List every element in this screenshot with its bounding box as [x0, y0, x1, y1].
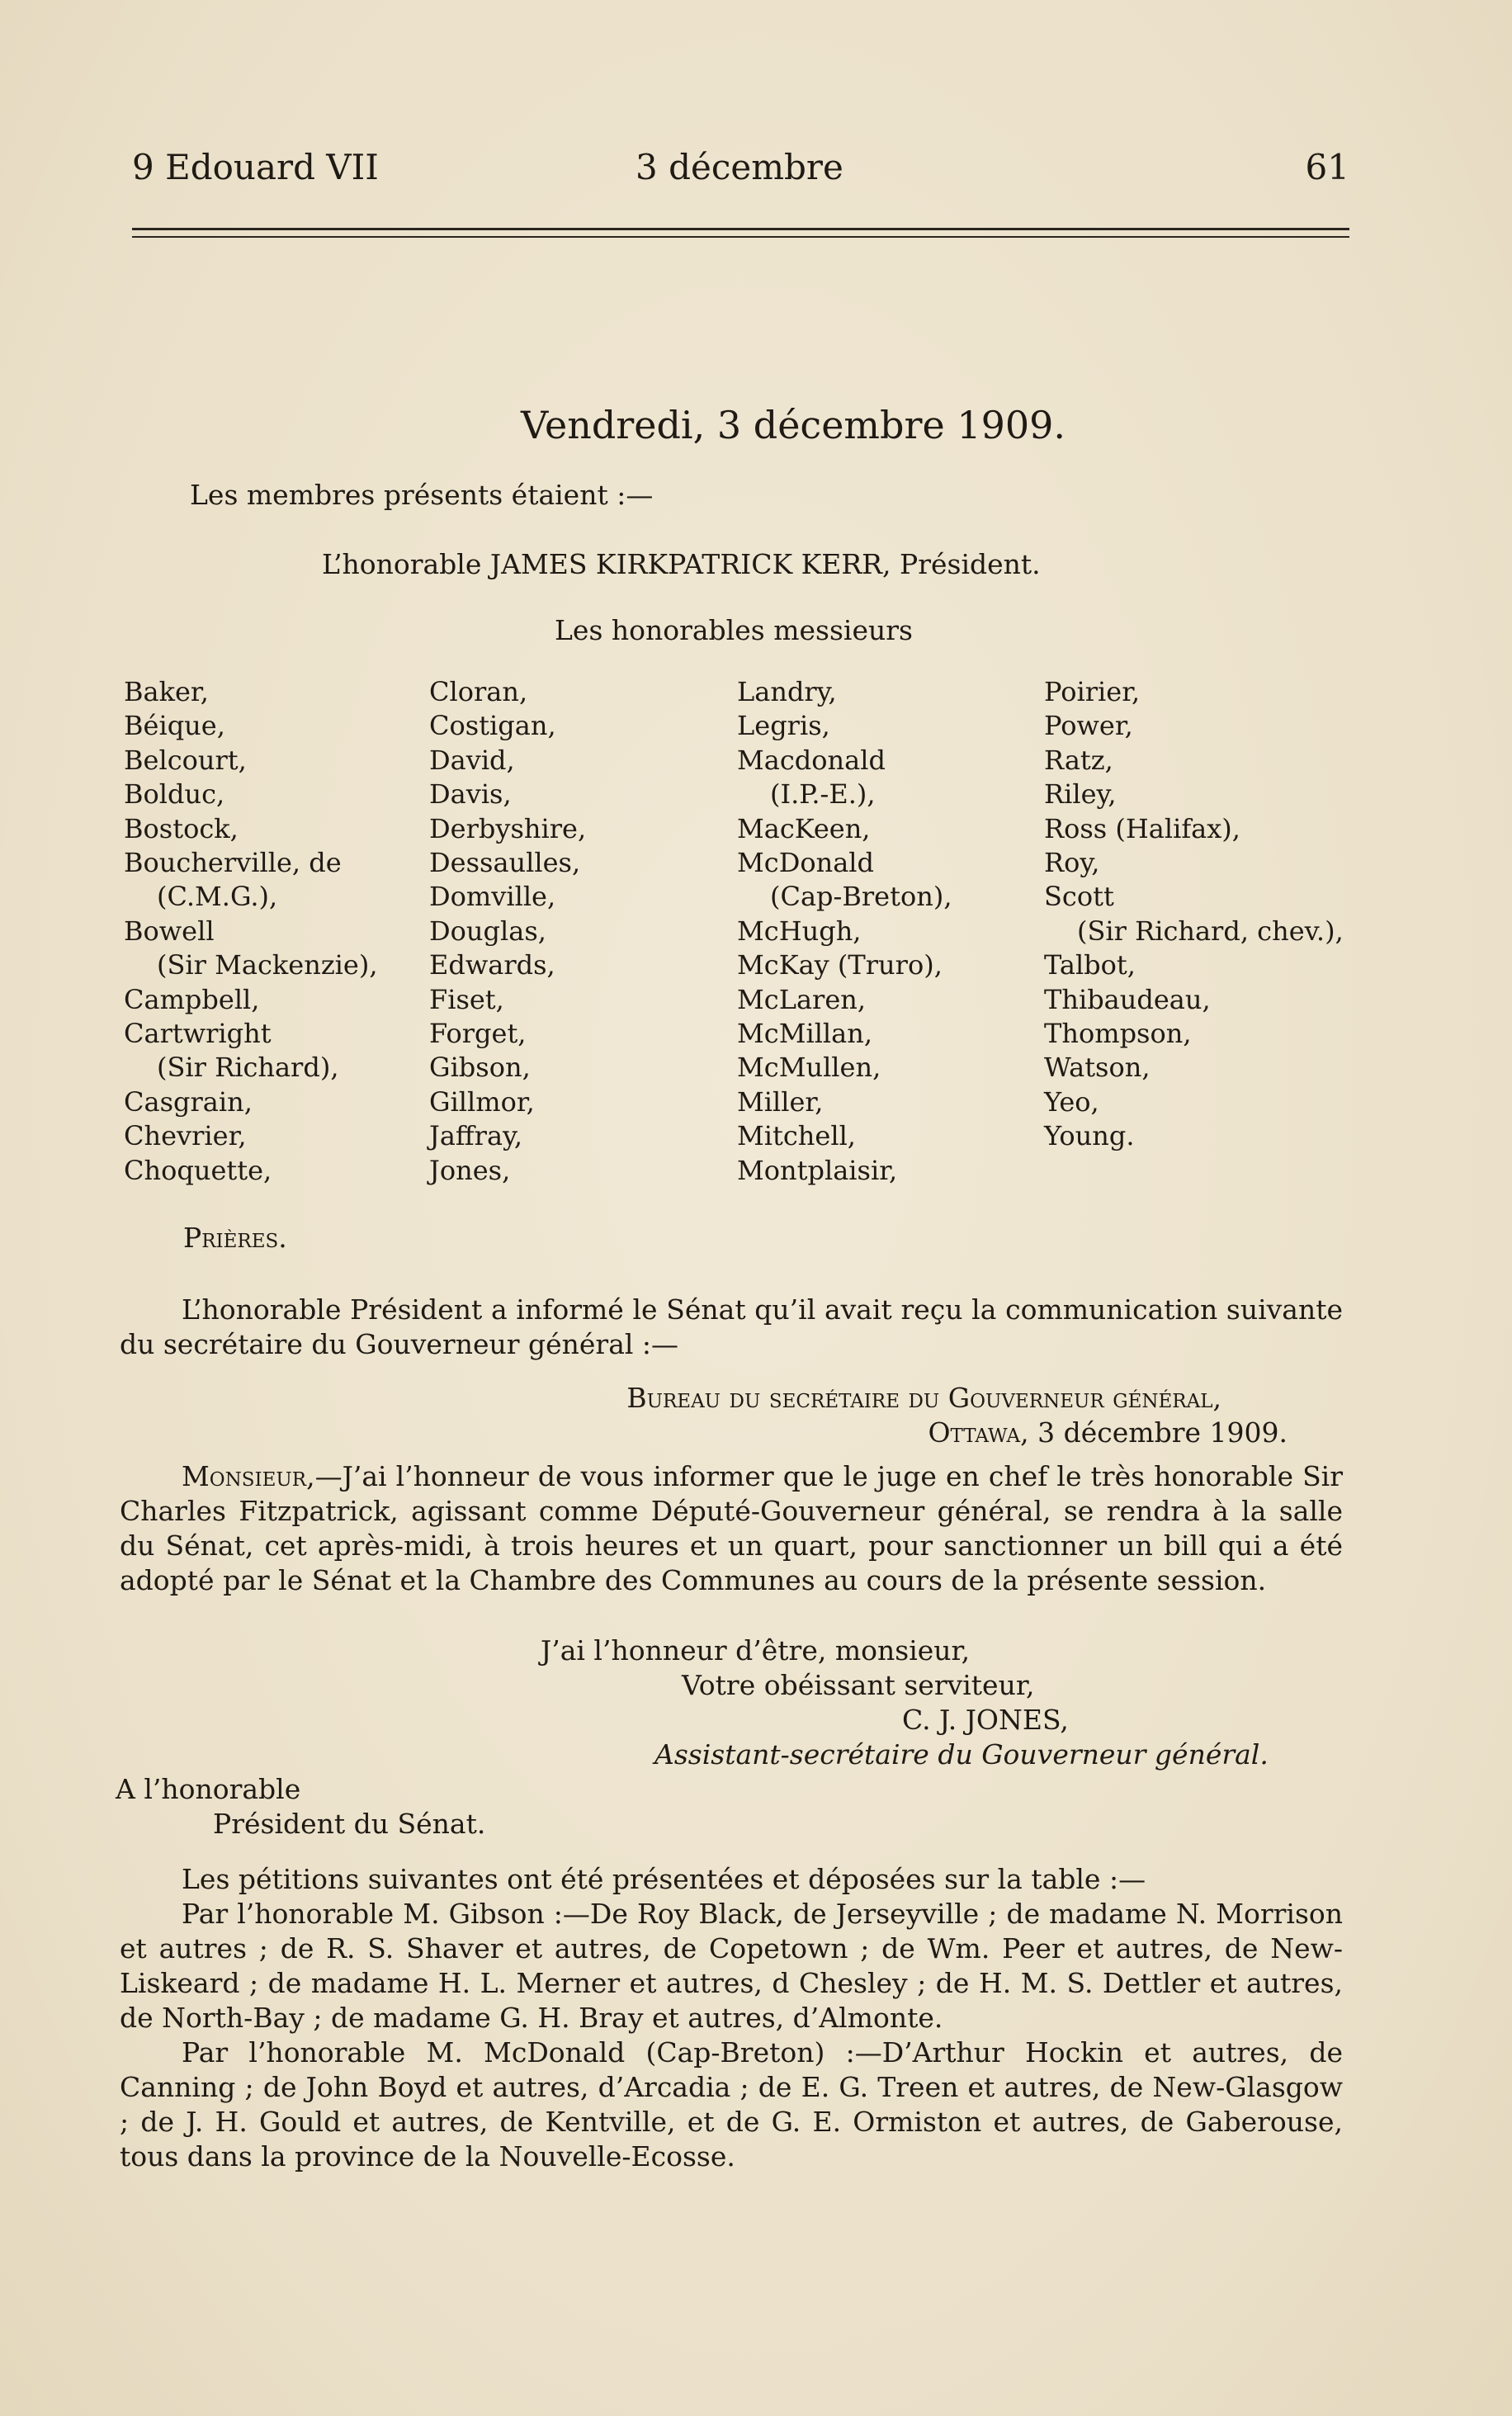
- member-name: Montplaisir,: [737, 1154, 898, 1186]
- letter-office: Bureau du secrétaire du Gouverneur général,: [626, 1382, 1221, 1414]
- member-name: Douglas,: [429, 915, 546, 947]
- member-name: Belcourt,: [124, 744, 247, 776]
- member-name: David,: [429, 744, 515, 776]
- members-column-1: [124, 675, 378, 1188]
- communication-intro: [120, 1293, 1343, 1362]
- member-name: Roy,: [1044, 847, 1100, 879]
- member-name: (Sir Richard, chev.),: [1077, 915, 1344, 947]
- member-name: Dessaulles,: [429, 847, 581, 879]
- letter-date: 3 décembre 1909.: [1037, 1416, 1288, 1449]
- member-name: McMillan,: [737, 1018, 873, 1050]
- member-name: Costigan,: [429, 710, 556, 742]
- member-name: Young.: [1044, 1120, 1135, 1152]
- letter-signature-title: Assistant-secrétaire du Gouverneur général.: [654, 1738, 1269, 1771]
- member-name: Choquette,: [124, 1154, 272, 1186]
- communication-text: L’honorable Président a informé le Sénat qu’il avait reçu la communication suivante du secrétaire du Gouverneur général :—: [120, 1293, 1343, 1360]
- member-name: Béique,: [124, 710, 225, 742]
- honorables-heading: Les honorables messieurs: [555, 614, 913, 646]
- members-column-4: [1044, 675, 1344, 1154]
- member-name: (I.P.-E.),: [770, 778, 876, 811]
- members-intro: Les membres présents étaient :—: [190, 479, 654, 511]
- member-name: MacKeen,: [737, 812, 871, 844]
- header-rule-bottom: [132, 236, 1349, 238]
- members-column-2: [429, 675, 586, 1188]
- member-name: (Sir Richard),: [157, 1052, 339, 1084]
- member-name: McKay (Truro),: [737, 949, 943, 981]
- petition-paragraph: Par l’honorable M. McDonald (Cap-Breton) :—D’Arthur Hockin et autres, de Canning ; de John Boyd et autres, d’Arcadia ; de E. G. Treen et autres, de New-Glasgow ; de J. H. Gould et autres, de Kentville, et de G. E. Ormiston et autres, de Gaberouse, tous dans la province de la Nouvelle-Ecosse.: [120, 2036, 1343, 2173]
- member-name: Macdonald: [737, 744, 886, 776]
- header-date: 3 décembre: [636, 147, 843, 187]
- letter-addressee-2: Président du Sénat.: [213, 1808, 486, 1840]
- member-name: Thibaudeau,: [1044, 983, 1211, 1015]
- member-name: Mitchell,: [737, 1120, 856, 1152]
- member-name: Baker,: [124, 676, 209, 707]
- letter-salutation: Monsieur,: [182, 1460, 315, 1492]
- letter-closing-2: Votre obéissant serviteur,: [682, 1669, 1035, 1701]
- member-name: Miller,: [737, 1085, 824, 1118]
- letter-body-text: —J’ai l’honneur de vous informer que le juge en chef le très honorable Sir Charles Fitzpatrick, agissant comme Député-Gouverneur général, se rendra à la salle du Sénat, cet après-midi, à trois heures et un quart, pour sanctionner un bill qui a été adopté par le Sénat et la Chambre des Communes au cours de la présente session.: [120, 1460, 1343, 1596]
- petitions-intro: Les pétitions suivantes ont été présentées et déposées sur la table :—: [182, 1863, 1146, 1895]
- member-name: Gillmor,: [429, 1085, 535, 1118]
- member-name: Cloran,: [429, 676, 528, 707]
- prieres-heading: Prières.: [183, 1222, 287, 1254]
- member-name: Domville,: [429, 881, 556, 913]
- member-name: Cartwright: [124, 1018, 272, 1050]
- member-name: Forget,: [429, 1018, 527, 1050]
- member-name: Scott: [1044, 881, 1114, 913]
- petition-paragraph: Par l’honorable M. Gibson :—De Roy Black, de Jerseyville ; de madame N. Morrison et autres ; de R. S. Shaver et autres, de Copetown ; de Wm. Peer et autres, de New-Liskeard ; de madame H. L. Merner et autres, d Chesley ; de H. M. S. Dettler et autres, de North-Bay ; de madame G. H. Bray et autres, d’Almonte.: [120, 1898, 1343, 2034]
- page-title: Vendredi, 3 décembre 1909.: [520, 403, 1066, 447]
- member-name: McDonald: [737, 847, 875, 879]
- letter-place: Ottawa,: [928, 1416, 1029, 1449]
- member-name: Power,: [1044, 710, 1133, 742]
- header-rule-top: [132, 228, 1349, 230]
- member-name: Landry,: [737, 676, 837, 707]
- member-name: Fiset,: [429, 983, 504, 1015]
- letter-dateline: [928, 1416, 1288, 1449]
- member-name: Thompson,: [1044, 1018, 1192, 1050]
- members-column-3: [737, 675, 952, 1188]
- member-name: Legris,: [737, 710, 830, 742]
- page-number: 61: [1305, 147, 1349, 187]
- member-name: Bolduc,: [124, 778, 225, 811]
- member-name: McHugh,: [737, 915, 862, 947]
- member-name: Talbot,: [1044, 949, 1136, 981]
- member-name: Casgrain,: [124, 1085, 253, 1118]
- member-name: Boucherville, de: [124, 847, 342, 879]
- member-name: Campbell,: [124, 983, 260, 1015]
- member-name: Ratz,: [1044, 744, 1113, 776]
- member-name: Watson,: [1044, 1052, 1151, 1084]
- letter-body: [120, 1459, 1343, 1598]
- member-name: Derbyshire,: [429, 812, 587, 844]
- member-name: McMullen,: [737, 1052, 881, 1084]
- member-name: Chevrier,: [124, 1120, 247, 1152]
- member-name: Jones,: [429, 1154, 511, 1186]
- member-name: Poirier,: [1044, 676, 1141, 707]
- letter-signature: C. J. JONES,: [902, 1704, 1069, 1736]
- member-name: Yeo,: [1044, 1085, 1099, 1118]
- member-name: Davis,: [429, 778, 512, 811]
- running-header: [132, 147, 1349, 196]
- member-name: (Cap-Breton),: [770, 881, 952, 913]
- petitions-section: [120, 1862, 1343, 2174]
- letter-closing-1: J’ai l’honneur d’être, monsieur,: [541, 1634, 971, 1667]
- member-name: Gibson,: [429, 1052, 531, 1084]
- member-name: Bowell: [124, 915, 215, 947]
- member-name: Ross (Halifax),: [1044, 812, 1240, 844]
- member-name: Edwards,: [429, 949, 555, 981]
- president-line: L’honorable JAMES KIRKPATRICK KERR, Président.: [322, 548, 1041, 580]
- member-name: Bostock,: [124, 812, 239, 844]
- letter-addressee-1: A l’honorable: [116, 1773, 301, 1805]
- member-name: McLaren,: [737, 983, 867, 1015]
- member-name: Jaffray,: [429, 1120, 523, 1152]
- header-session: 9 Edouard VII: [132, 147, 379, 187]
- member-name: (C.M.G.),: [157, 881, 278, 913]
- member-name: Riley,: [1044, 778, 1117, 811]
- member-name: (Sir Mackenzie),: [157, 949, 378, 981]
